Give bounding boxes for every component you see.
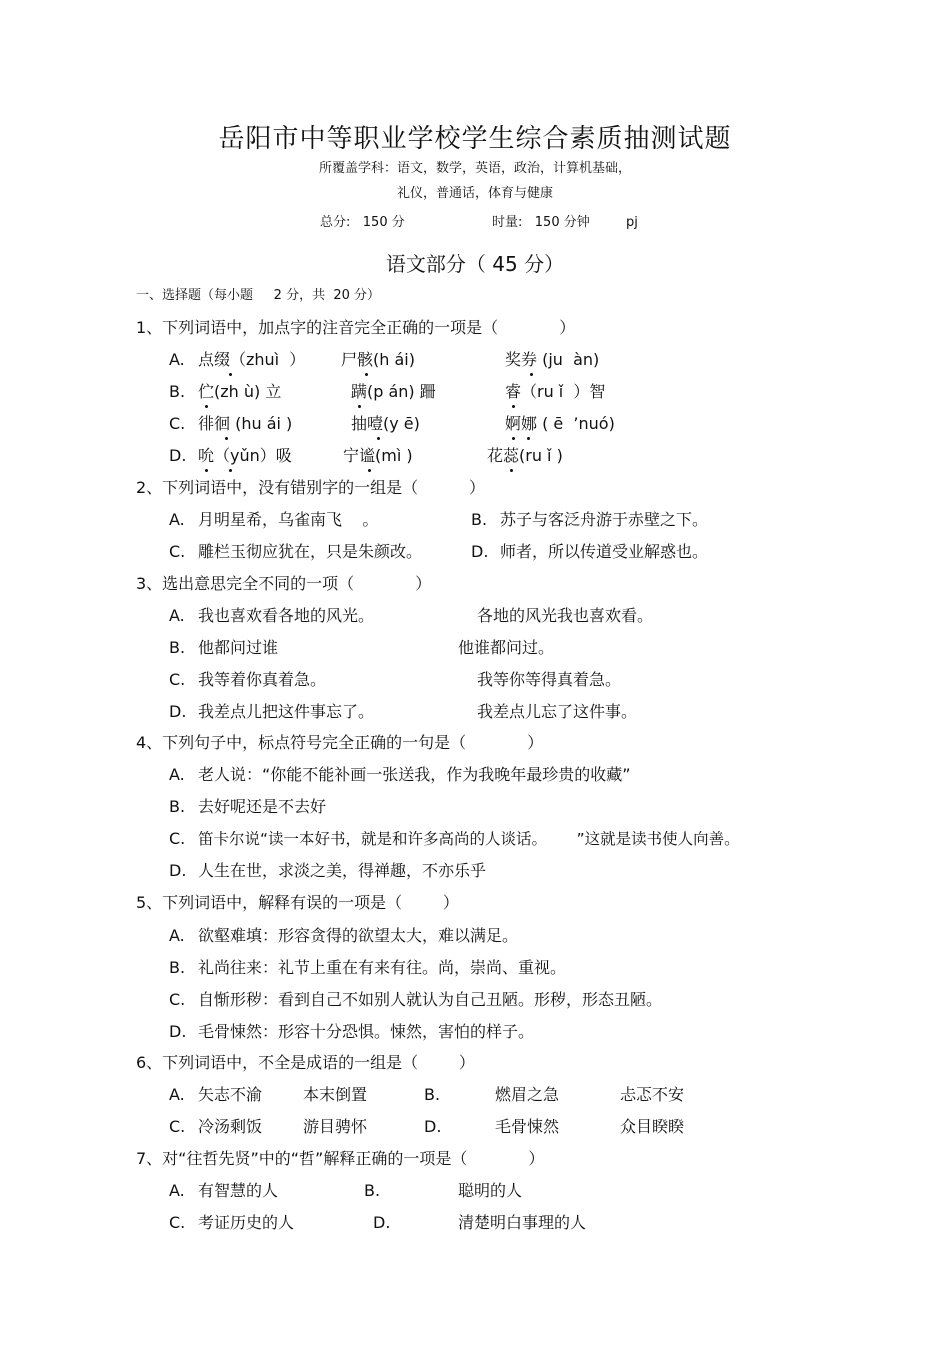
q6-option-label: D. [424, 1117, 442, 1136]
q6-idiom: 忐忑不安 [620, 1085, 685, 1104]
q6-option-label: A. [169, 1085, 185, 1104]
q6-idiom: 本末倒置 [303, 1085, 368, 1104]
q1-word: 点缀（zhuì ） [198, 350, 306, 369]
q3-option-label: D. [169, 702, 187, 721]
question-7-stem: 7、对“往哲先贤”中的“哲”解释正确的一项是（ ） [136, 1149, 545, 1168]
question-5-stem: 5、下列词语中，解释有误的一项是（ ） [136, 893, 459, 912]
q1-word: 婀娜 ( ē ’nuó) [505, 414, 615, 433]
question-4-stem: 4、下列句子中，标点符号完全正确的一句是（ ） [136, 733, 544, 752]
question-2-stem: 2、下列词语中，没有错别字的一组是（ ） [136, 478, 486, 497]
emphasis-dot [512, 437, 515, 440]
q1-word: 睿（ru ǐ ）智 [505, 382, 606, 401]
emphasis-dot [229, 469, 232, 472]
emphasis-dot [510, 469, 513, 472]
q2-option-label: B. [471, 510, 488, 529]
q3-sentence-a: 我等着你真着急。 [198, 670, 327, 689]
emphasis-dot [530, 373, 533, 376]
q1-word: 奖券 (ju àn) [505, 350, 600, 369]
q2-option-label: C. [169, 542, 186, 561]
subjects-line-1: 所覆盖学科：语文，数学，英语，政治，计算机基础， [318, 161, 631, 176]
q1-word: 伫(zh ù) 立 [198, 382, 282, 401]
emphasis-dot [205, 405, 208, 408]
q4-option-text: 笛卡尔说“读一本好书，就是和许多高尚的人谈话。 ”这就是读书使人向善。 [198, 830, 740, 848]
q6-option-label: B. [424, 1085, 441, 1104]
q3-sentence-a: 他都问过谁 [198, 638, 279, 657]
q3-sentence-b: 我差点儿忘了这件事。 [477, 702, 638, 721]
question-3-stem: 3、选出意思完全不同的一项（ ） [136, 574, 432, 593]
q2-option-text: 苏子与客泛舟游于赤壁之下。 [500, 510, 709, 529]
emphasis-dot [229, 373, 232, 376]
q4-option-label: C. [169, 829, 186, 848]
q1-option-label: C. [169, 414, 186, 433]
emphasis-dot [365, 373, 368, 376]
q6-idiom: 燃眉之急 [495, 1085, 560, 1104]
q1-word: 尸骸(h ái) [341, 350, 415, 369]
q1-word: 花蕊(ru ǐ ) [487, 446, 563, 465]
q6-idiom: 矢志不渝 [198, 1085, 263, 1104]
question-6-stem: 6、下列词语中，不全是成语的一组是（ ） [136, 1053, 475, 1072]
header-mark: pj [626, 215, 638, 230]
q7-option-label: D. [373, 1213, 391, 1232]
q7-option-text: 考证历史的人 [198, 1213, 295, 1232]
q5-option-label: D. [169, 1022, 187, 1041]
q5-option-text: 自惭形秽：看到自己不如别人就认为自己丑陋。形秽，形态丑陋。 [198, 990, 663, 1009]
part-header: 一、选择题（每小题 2 分，共 20 分） [136, 288, 381, 303]
q2-option-label: A. [169, 510, 185, 529]
q1-word: 徘徊 (hu ái ) [198, 414, 293, 433]
q4-option-label: D. [169, 861, 187, 880]
q6-idiom: 冷汤剩饭 [198, 1117, 263, 1136]
q5-option-text: 毛骨悚然：形容十分恐惧。悚然，害怕的样子。 [198, 1022, 535, 1041]
q6-idiom: 游目骋怀 [303, 1117, 368, 1136]
q5-option-label: B. [169, 958, 186, 977]
time-limit: 时量: 150 分钟 [492, 215, 590, 230]
q1-word: 吮（yǔn）吸 [198, 446, 292, 465]
section-title: 语文部分（ 45 分） [385, 252, 565, 276]
q1-word: 宁谧(mì ) [343, 446, 413, 465]
subjects-line-2: 礼仪，普通话，体育与健康 [396, 186, 553, 201]
question-1-stem: 1、下列词语中，加点字的注音完全正确的一项是（ ） [136, 318, 576, 337]
q1-option-label: D. [169, 446, 187, 465]
q6-idiom: 毛骨悚然 [495, 1117, 560, 1136]
q5-option-label: C. [169, 990, 186, 1009]
q3-option-label: C. [169, 670, 186, 689]
q2-option-text: 月明星希，乌雀南飞 。 [198, 510, 379, 529]
exam-title: 岳阳市中等职业学校学生综合素质抽测试题 [218, 124, 732, 154]
q4-option-label: B. [169, 797, 186, 816]
q7-option-label: A. [169, 1181, 185, 1200]
q7-option-text: 有智慧的人 [198, 1181, 279, 1200]
q7-option-label: C. [169, 1213, 186, 1232]
q3-sentence-a: 我也喜欢看各地的风光。 [198, 606, 375, 625]
q1-option-label: A. [169, 350, 185, 369]
q2-option-text: 师者，所以传道受业解惑也。 [500, 542, 709, 561]
q7-option-text: 清楚明白事理的人 [458, 1213, 587, 1232]
emphasis-dot [377, 437, 380, 440]
q5-option-text: 欲壑难填：形容贪得的欲望太大，难以满足。 [198, 926, 519, 945]
q6-option-label: C. [169, 1117, 186, 1136]
q3-sentence-b: 各地的风光我也喜欢看。 [477, 606, 654, 625]
q4-option-text: 人生在世，求淡之美，得禅趣，不亦乐乎 [198, 861, 487, 880]
emphasis-dot [205, 469, 208, 472]
q5-option-text: 礼尚往来：礼节上重在有来有往。尚，崇尚、重视。 [198, 958, 567, 977]
q5-option-label: A. [169, 926, 185, 945]
q3-sentence-a: 我差点儿把这件事忘了。 [198, 702, 375, 721]
q2-option-label: D. [471, 542, 489, 561]
q3-option-label: B. [169, 638, 186, 657]
q4-option-text: 老人说：“你能不能补画一张送我，作为我晚年最珍贵的收藏” [198, 765, 631, 784]
q3-sentence-b: 他谁都问过。 [458, 638, 555, 657]
q2-option-text: 雕栏玉彻应犹在，只是朱颜改。 [198, 542, 423, 561]
q3-sentence-b: 我等你等得真着急。 [477, 670, 622, 689]
q6-idiom: 众目睽睽 [620, 1117, 685, 1136]
q7-option-label: B. [364, 1181, 381, 1200]
emphasis-dot [225, 437, 228, 440]
q1-option-label: B. [169, 382, 186, 401]
emphasis-dot [512, 405, 515, 408]
q1-word: 抽噎(y ē) [351, 414, 420, 433]
q4-option-label: A. [169, 765, 185, 784]
q4-option-text: 去好呢还是不去好 [198, 797, 327, 816]
emphasis-dot [358, 405, 361, 408]
total-score: 总分: 150 分 [320, 215, 405, 230]
emphasis-dot [527, 437, 530, 440]
q7-option-text: 聪明的人 [458, 1181, 523, 1200]
q1-word: 蹒(p án) 跚 [351, 382, 436, 401]
emphasis-dot [368, 469, 371, 472]
q3-option-label: A. [169, 606, 185, 625]
